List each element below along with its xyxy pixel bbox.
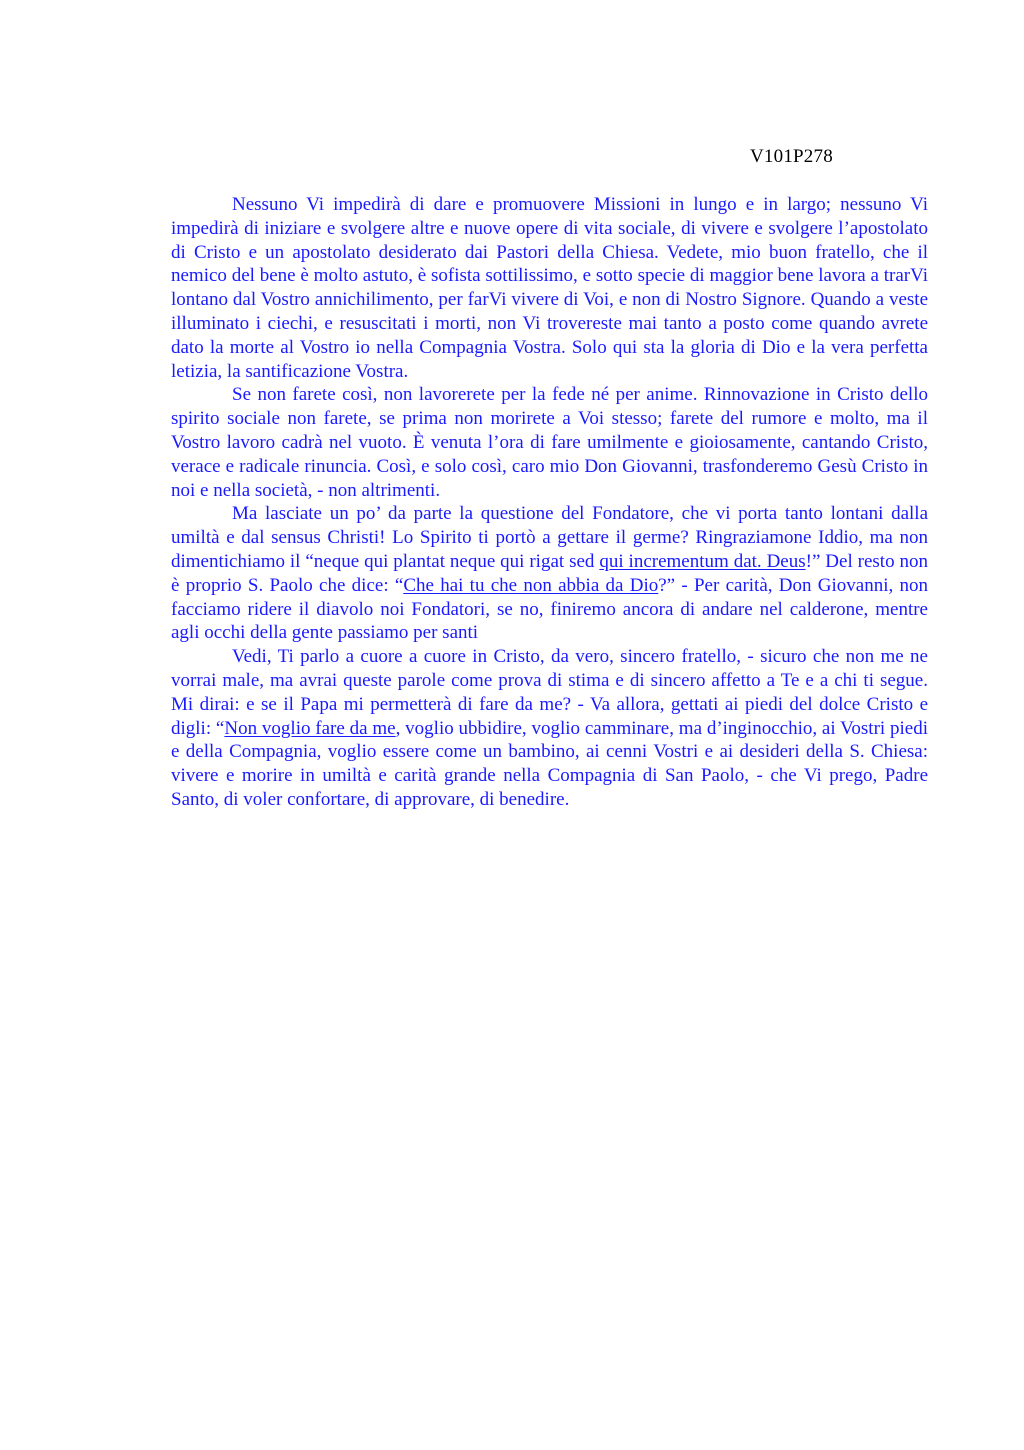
paragraph-3-text-c: ?” - Per carità, Don Giovanni, non facciamo ridere il diavolo noi Fondatori, se no, finiremo ancora di andare nel calderone, mentre agli occhi della gente passiamo per santi <box>171 574 929 644</box>
paragraph-4-text-b: , voglio ubbidire, voglio camminare, ma d’inginocchio, ai Vostri piedi e della Compagnia, voglio essere come un bambino, ai cenni Vostri e ai desideri della S. Chiesa: vivere e morire in umiltà e carità grande nella Compagnia di San Paolo, - che Vi prego, Padre Santo, di voler confortare, di approvare, di benedire. <box>171 717 928 810</box>
paragraph-2 <box>171 383 928 502</box>
underlined-quote-san-paolo: Che hai tu che non abbia da Dio <box>403 574 659 596</box>
paragraph-2-text: Se non farete così, non lavorerete per la fede né per anime. Rinnovazione in Cristo dello spirito sociale non farete, se prima non morirete a Voi stesso; farete del rumore e molto, ma il Vostro lavoro cadrà nel vuoto. È venuta l’ora di fare umilmente e gioiosamente, cantando Cristo, verace e radicale rinuncia. Così, e solo così, caro mio Don Giovanni, trasfonderemo Gesù Cristo in noi e nella società, - non altrimenti. <box>171 384 928 501</box>
page-identifier: V101P278 <box>750 146 833 167</box>
paragraph-4-text-a: Vedi, Ti parlo a cuore a cuore in Cristo, da vero, sincero fratello, - sicuro che non me ne vorrai male, ma avrai queste parole come prova di stima e di sincero affetto a Te e a chi ti segue. Mi dirai: e se il Papa mi permetterà di fare da me? - Va allora, gettati ai piedi del dolce Cristo e digli: “ <box>171 646 928 739</box>
letter-body <box>171 193 928 812</box>
paragraph-3-text-b: !” Del resto non è proprio S. Paolo che dice: “ <box>171 550 928 596</box>
underlined-quote-incrementum: qui incrementum dat. Deus <box>599 550 806 572</box>
underlined-quote-non-voglio: Non voglio fare da me <box>224 717 396 739</box>
paragraph-3 <box>171 502 928 645</box>
paragraph-1-text: Nessuno Vi impedirà di dare e promuovere Missioni in lungo e in largo; nessuno Vi impedirà di iniziare e svolgere altre e nuove opere di vita sociale, di vivere e svolgere l’apostolato di Cristo e un apostolato desiderato dai Pastori della Chiesa. Vedete, mio buon fratello, che il nemico del bene è molto astuto, è sofista sottilissimo, e sotto specie di maggior bene lavora a trarVi lontano dal Vostro annichilimento, per farVi vivere di Voi, e non di Nostro Signore. Quando a veste illuminato i ciechi, e resuscitati i morti, non Vi trovereste mai tanto a posto come quando avrete dato la morte al Vostro io nella Compagnia Vostra. Solo qui sta la gloria di Dio e la vera perfetta letizia, la santificazione Vostra. <box>171 194 928 382</box>
paragraph-3-text-a: Ma lasciate un po’ da parte la questione del Fondatore, che vi porta tanto lontani dalla umiltà e dal sensus Christi! Lo Spirito ti portò a gettare il germe? Ringraziamone Iddio, ma non dimentichiamo il “neque qui plantat neque qui rigat sed <box>171 503 928 572</box>
paragraph-1 <box>171 193 928 383</box>
paragraph-4 <box>171 645 928 812</box>
